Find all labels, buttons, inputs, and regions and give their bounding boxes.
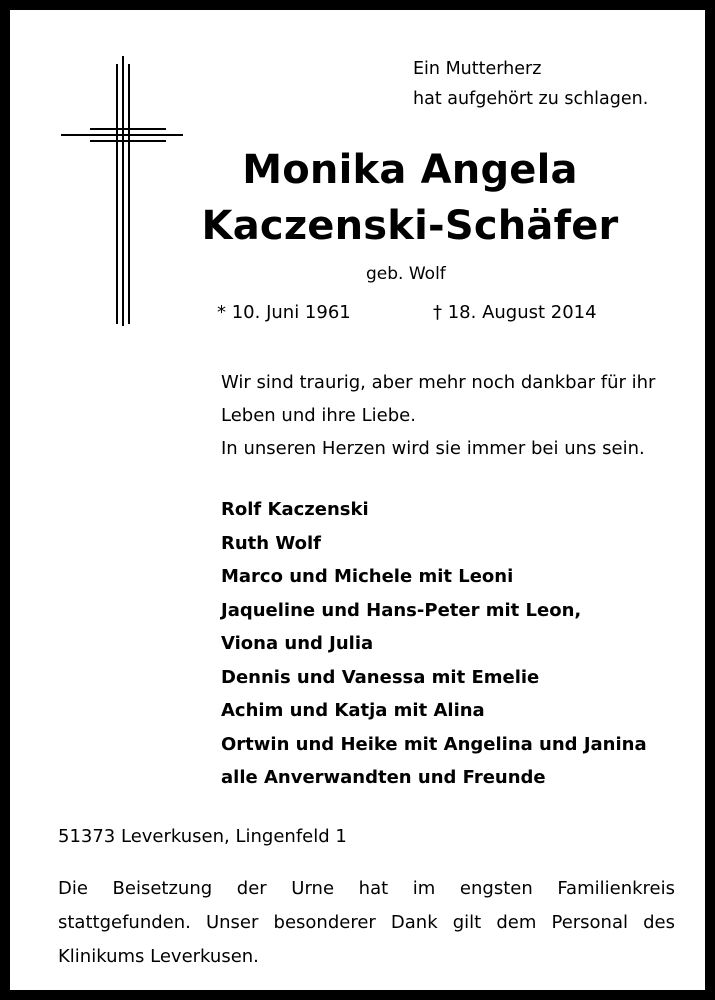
verse-line: In unseren Herzen wird sie immer bei uns sein. — [221, 438, 645, 459]
verse-line: Wir sind traurig, aber mehr noch dankbar für ihr — [221, 372, 656, 393]
death-date: † 18. August 2014 — [433, 302, 597, 323]
mourner-item: Ortwin und Heike mit Angelina und Janina — [221, 733, 647, 755]
mourner-item: Ruth Wolf — [221, 532, 321, 554]
mourner-item: Rolf Kaczenski — [221, 499, 369, 520]
quote-line: hat aufgehört zu schlagen. — [413, 89, 649, 109]
maiden-name: geb. Wolf — [366, 264, 446, 284]
mourners-list — [221, 493, 647, 795]
verse-line: Leben und ihre Liebe. — [221, 405, 416, 426]
quote — [413, 54, 648, 114]
deceased-name-first: Monika Angela — [242, 147, 578, 193]
mourner-item: Viona und Julia — [221, 633, 374, 654]
memorial-verse — [221, 366, 655, 465]
funeral-notice: Die Beisetzung der Urne hat im engsten Familienkreis stattgefunden. Unser besonderer Dank gilt dem Personal des Klinikums Leverkusen. — [58, 878, 675, 967]
mourner-item: Achim und Katja mit Alina — [221, 700, 485, 721]
mourner-item: alle Anverwandten und Freunde — [221, 767, 546, 788]
mourner-item: Jaqueline und Hans-Peter mit Leon, — [221, 599, 582, 621]
quote-line: Ein Mutterherz — [413, 59, 542, 79]
address: 51373 Leverkusen, Lingenfeld 1 — [58, 826, 347, 847]
mourner-item: Marco und Michele mit Leoni — [221, 566, 514, 587]
birth-date: * 10. Juni 1961 — [217, 302, 351, 323]
deceased-name-last: Kaczenski-Schäfer — [201, 203, 619, 249]
mourner-item: Dennis und Vanessa mit Emelie — [221, 666, 540, 688]
